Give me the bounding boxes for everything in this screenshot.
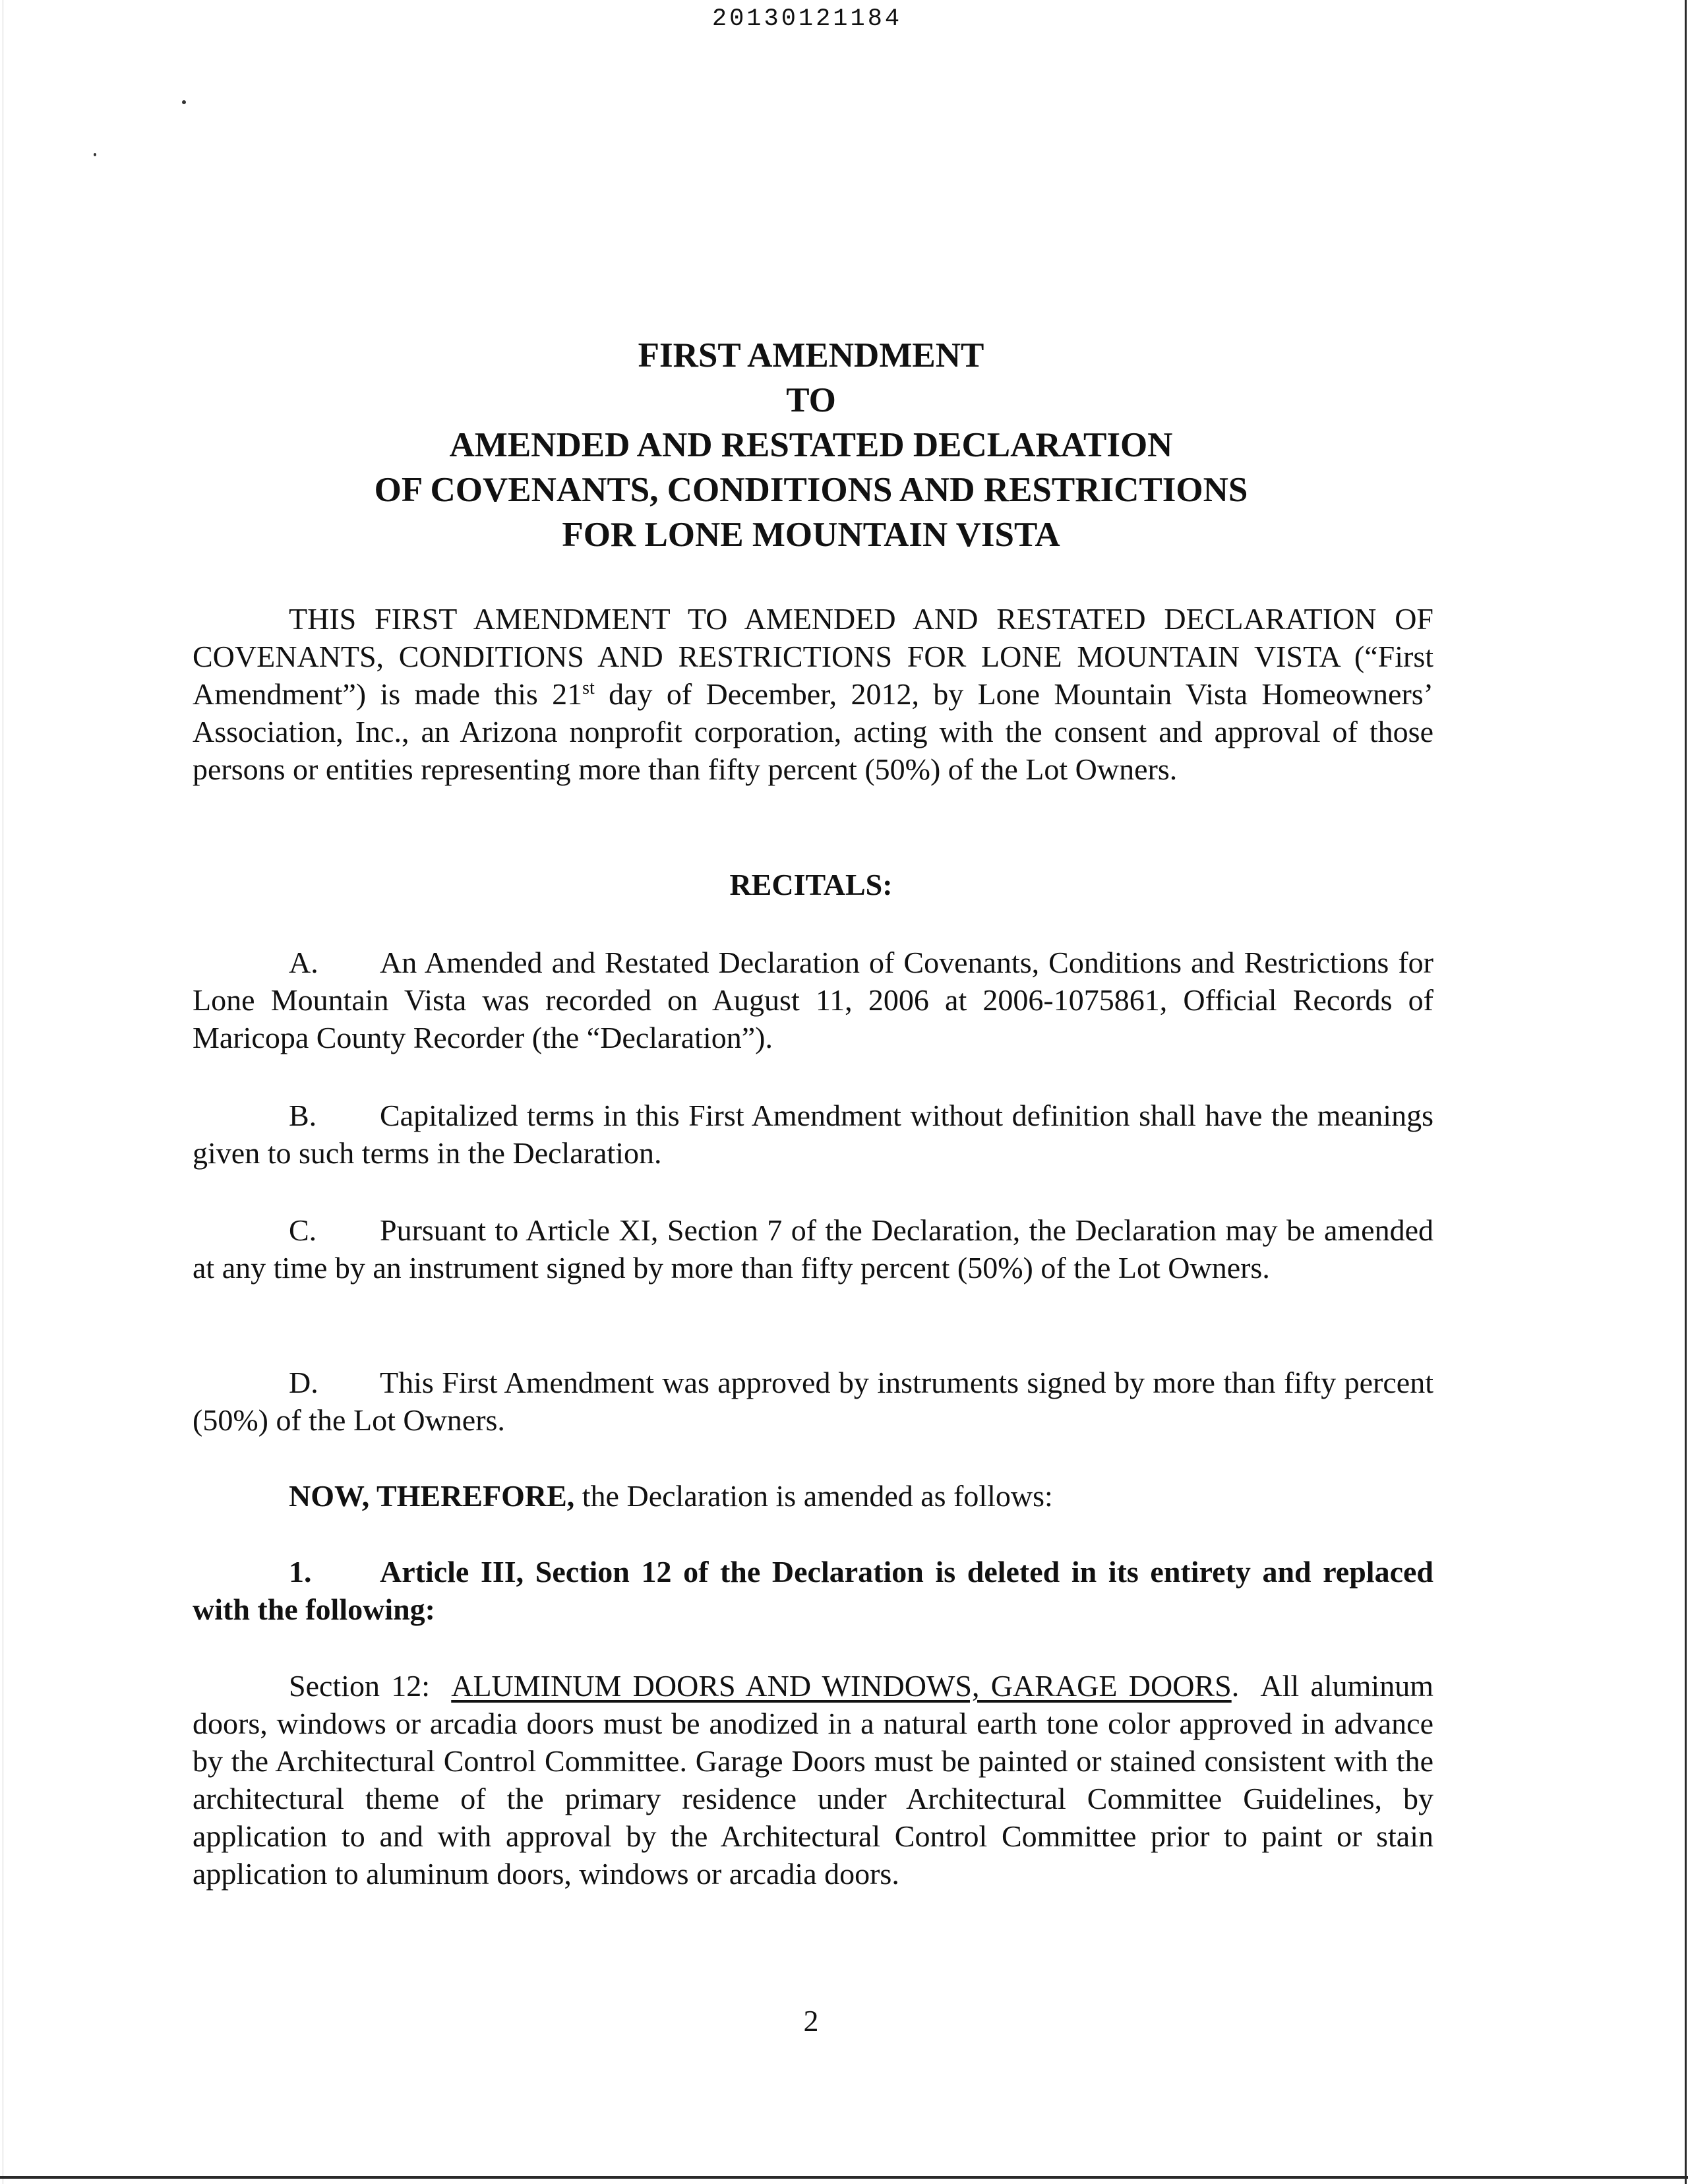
document-title (0, 333, 1622, 557)
recital-c (193, 1211, 1433, 1287)
section-label: Section 12: (289, 1669, 431, 1703)
recital-text: This First Amendment was approved by instruments signed by more than fifty percent (50%) of the Lot Owners. (193, 1366, 1433, 1437)
recital-label: B. (289, 1099, 317, 1132)
recital-d (193, 1364, 1433, 1439)
now-therefore-paragraph (193, 1477, 1433, 1515)
recital-label: C. (289, 1213, 317, 1247)
item-number: 1. (289, 1555, 312, 1589)
intro-text: THIS FIRST AMENDMENT TO AMENDED AND RESTATED DECLARATION OF COVENANTS, CONDITIONS AND RESTRICTIONS FOR LONE MOUNTAIN VISTA (“First Amendment”) is made this 21 (193, 602, 1433, 711)
item-text: Article III, Section 12 of the Declaration is deleted in its entirety and replaced with the following: (193, 1555, 1433, 1626)
amendment-item-1 (193, 1553, 1433, 1628)
title-line: FOR LONE MOUNTAIN VISTA (562, 516, 1060, 554)
page-number: 2 (803, 2004, 819, 2038)
page-bottom-edge (0, 2176, 1688, 2179)
recording-number: 20130121184 (711, 5, 903, 33)
title-line: FIRST AMENDMENT (638, 336, 984, 375)
title-line: OF COVENANTS, CONDITIONS AND RESTRICTIONS (374, 471, 1248, 509)
section-heading-period: . (1231, 1669, 1240, 1703)
recital-b (193, 1097, 1433, 1172)
now-therefore-text: the Declaration is amended as follows: (574, 1479, 1053, 1513)
recital-a (193, 944, 1433, 1056)
recitals-heading: RECITALS: (729, 868, 893, 901)
scan-speck (182, 100, 186, 104)
recital-label: A. (289, 946, 318, 979)
section-12-paragraph (193, 1667, 1433, 1893)
now-therefore-lead: NOW, THEREFORE, (289, 1479, 575, 1513)
page-right-edge (1685, 0, 1687, 2184)
recital-text: An Amended and Restated Declaration of Covenants, Conditions and Restrictions for Lone Mountain Vista was recorded on August 11, 2006 at 2006-1075861, Official Records of Maricopa County Recorder (the “Declaration”). (193, 946, 1433, 1054)
title-line: TO (786, 381, 836, 419)
recital-text: Capitalized terms in this First Amendment without definition shall have the meanings given to such terms in the Declaration. (193, 1099, 1433, 1170)
ordinal-suffix: st (582, 678, 595, 698)
scan-speck (94, 153, 96, 156)
intro-paragraph (193, 600, 1433, 788)
intro-text-cont: day of December, 2012, by Lone Mountain Vista Homeowners’ Association, Inc., an Arizona nonprofit corporation, acting with the consent and approval of those persons or entities representing more than fifty percent (50%) of the Lot Owners. (193, 677, 1434, 786)
recital-label: D. (289, 1366, 318, 1399)
section-text: All aluminum doors, windows or arcadia doors must be anodized in a natural earth tone color approved in advance by the Architectural Control Committee. Garage Doors must be painted or stained consistent with the architectural theme of the primary residence under Architectural Committee Guidelines, by application to and with approval by the Architectural Control Committee prior to paint or stain application to aluminum doors, windows or arcadia doors. (193, 1669, 1433, 1891)
recital-text: Pursuant to Article XI, Section 7 of the Declaration, the Declaration may be amended at any time by an instrument signed by more than fifty percent (50%) of the Lot Owners. (193, 1213, 1433, 1285)
section-heading: ALUMINUM DOORS AND WINDOWS, GARAGE DOORS (451, 1669, 1232, 1703)
title-line: AMENDED AND RESTATED DECLARATION (449, 426, 1173, 464)
